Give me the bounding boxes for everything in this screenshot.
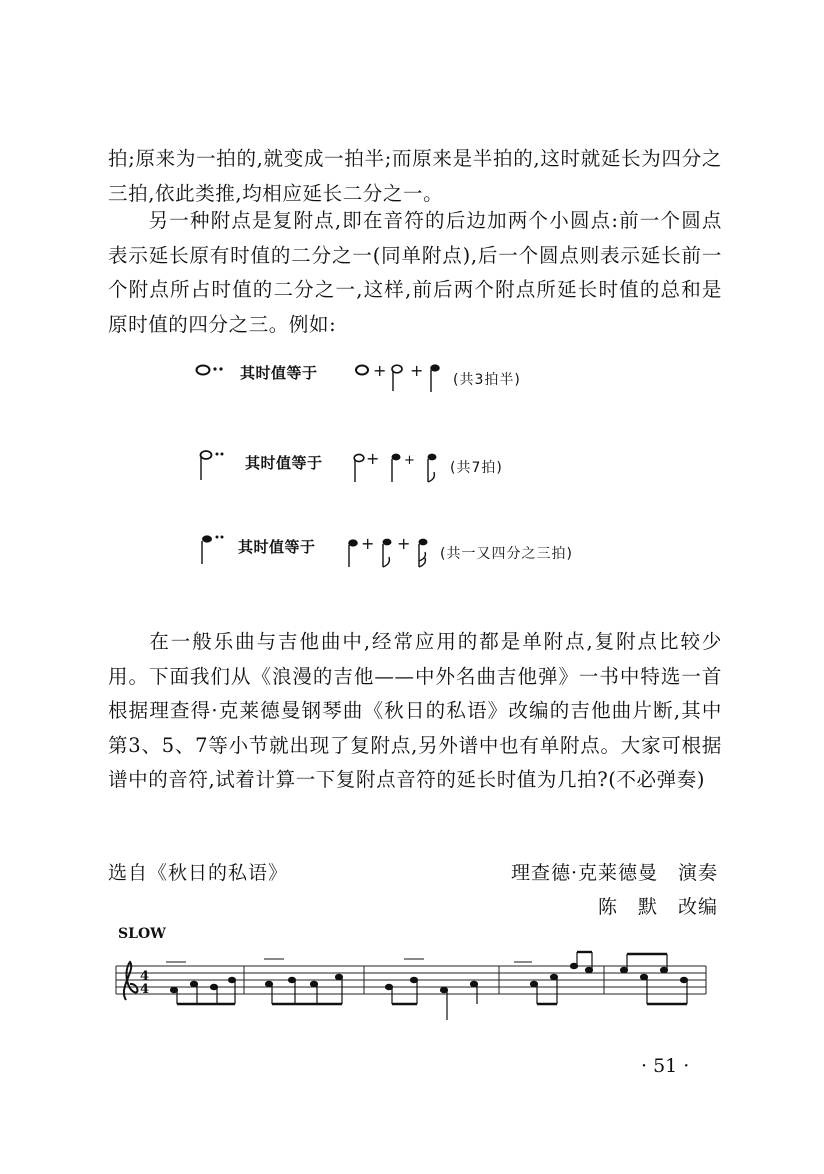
- svg-text:4: 4: [140, 982, 150, 997]
- svg-text:+: +: [366, 449, 380, 468]
- example-note: (共7拍): [450, 460, 503, 476]
- equation-notes-icon: [343, 530, 453, 572]
- svg-text:4: 4: [140, 969, 150, 984]
- svg-text:+: +: [397, 534, 411, 553]
- double-dotted-quarter-note-icon: [195, 530, 235, 572]
- equation-notes-icon: [355, 356, 465, 396]
- example-row-3: [195, 530, 695, 580]
- example-note: (共一又四分之三拍): [440, 546, 573, 562]
- double-dotted-half-note-icon: [195, 446, 235, 488]
- example-row-1: [195, 356, 695, 406]
- example-row-2: [195, 446, 695, 496]
- paragraph-2: 另一种附点是复附点,即在音符的后边加两个小圆点:前一个圆点表示延长原有时值的二分之一(同单附点),后一个圆点则表示延长前一个附点所占时值的二分之一,这样,前后两个附点所延长时值的总和是原时值的四分之三。例如:: [108, 209, 722, 336]
- score-source: 选自《秋日的私语》: [108, 862, 289, 884]
- page-number: · 51 ·: [641, 1055, 690, 1077]
- example-label: 其时值等于: [238, 538, 316, 556]
- tempo-marking: SLOW: [118, 926, 166, 942]
- example-label: 其时值等于: [240, 364, 318, 382]
- svg-text:+: +: [404, 453, 415, 468]
- paragraph-1: 拍;原来为一拍的,就变成一拍半;而原来是半拍的,这时就延长为四分之三拍,依此类推,均相应延长二分之一。: [108, 147, 722, 205]
- double-dotted-whole-note-icon: [195, 356, 235, 396]
- score-performer: 理查德·克莱德曼 演奏: [510, 862, 718, 884]
- svg-text:+: +: [373, 361, 387, 380]
- svg-text:+: +: [410, 361, 424, 380]
- paragraph-3: 在一般乐曲与吉他曲中,经常应用的都是单附点,复附点比较少用。下面我们从《浪漫的吉他——中外名曲吉他弹》一书中特选一首根据理查得·克莱德曼钢琴曲《秋日的私语》改编的吉他曲片断,其中第3、5、7等小节就出现了复附点,另外谱中也有单附点。大家可根据谱中的音符,试着计算一下复附点音符的延长时值为几拍?(不必弹奏): [108, 630, 722, 791]
- score-arranger: 陈 默 改编: [597, 896, 718, 918]
- music-staff: [114, 940, 714, 1030]
- equation-notes-icon: [350, 446, 460, 488]
- example-label: 其时值等于: [245, 454, 323, 472]
- svg-text:+: +: [361, 534, 375, 553]
- example-note: (共3拍半): [453, 372, 521, 388]
